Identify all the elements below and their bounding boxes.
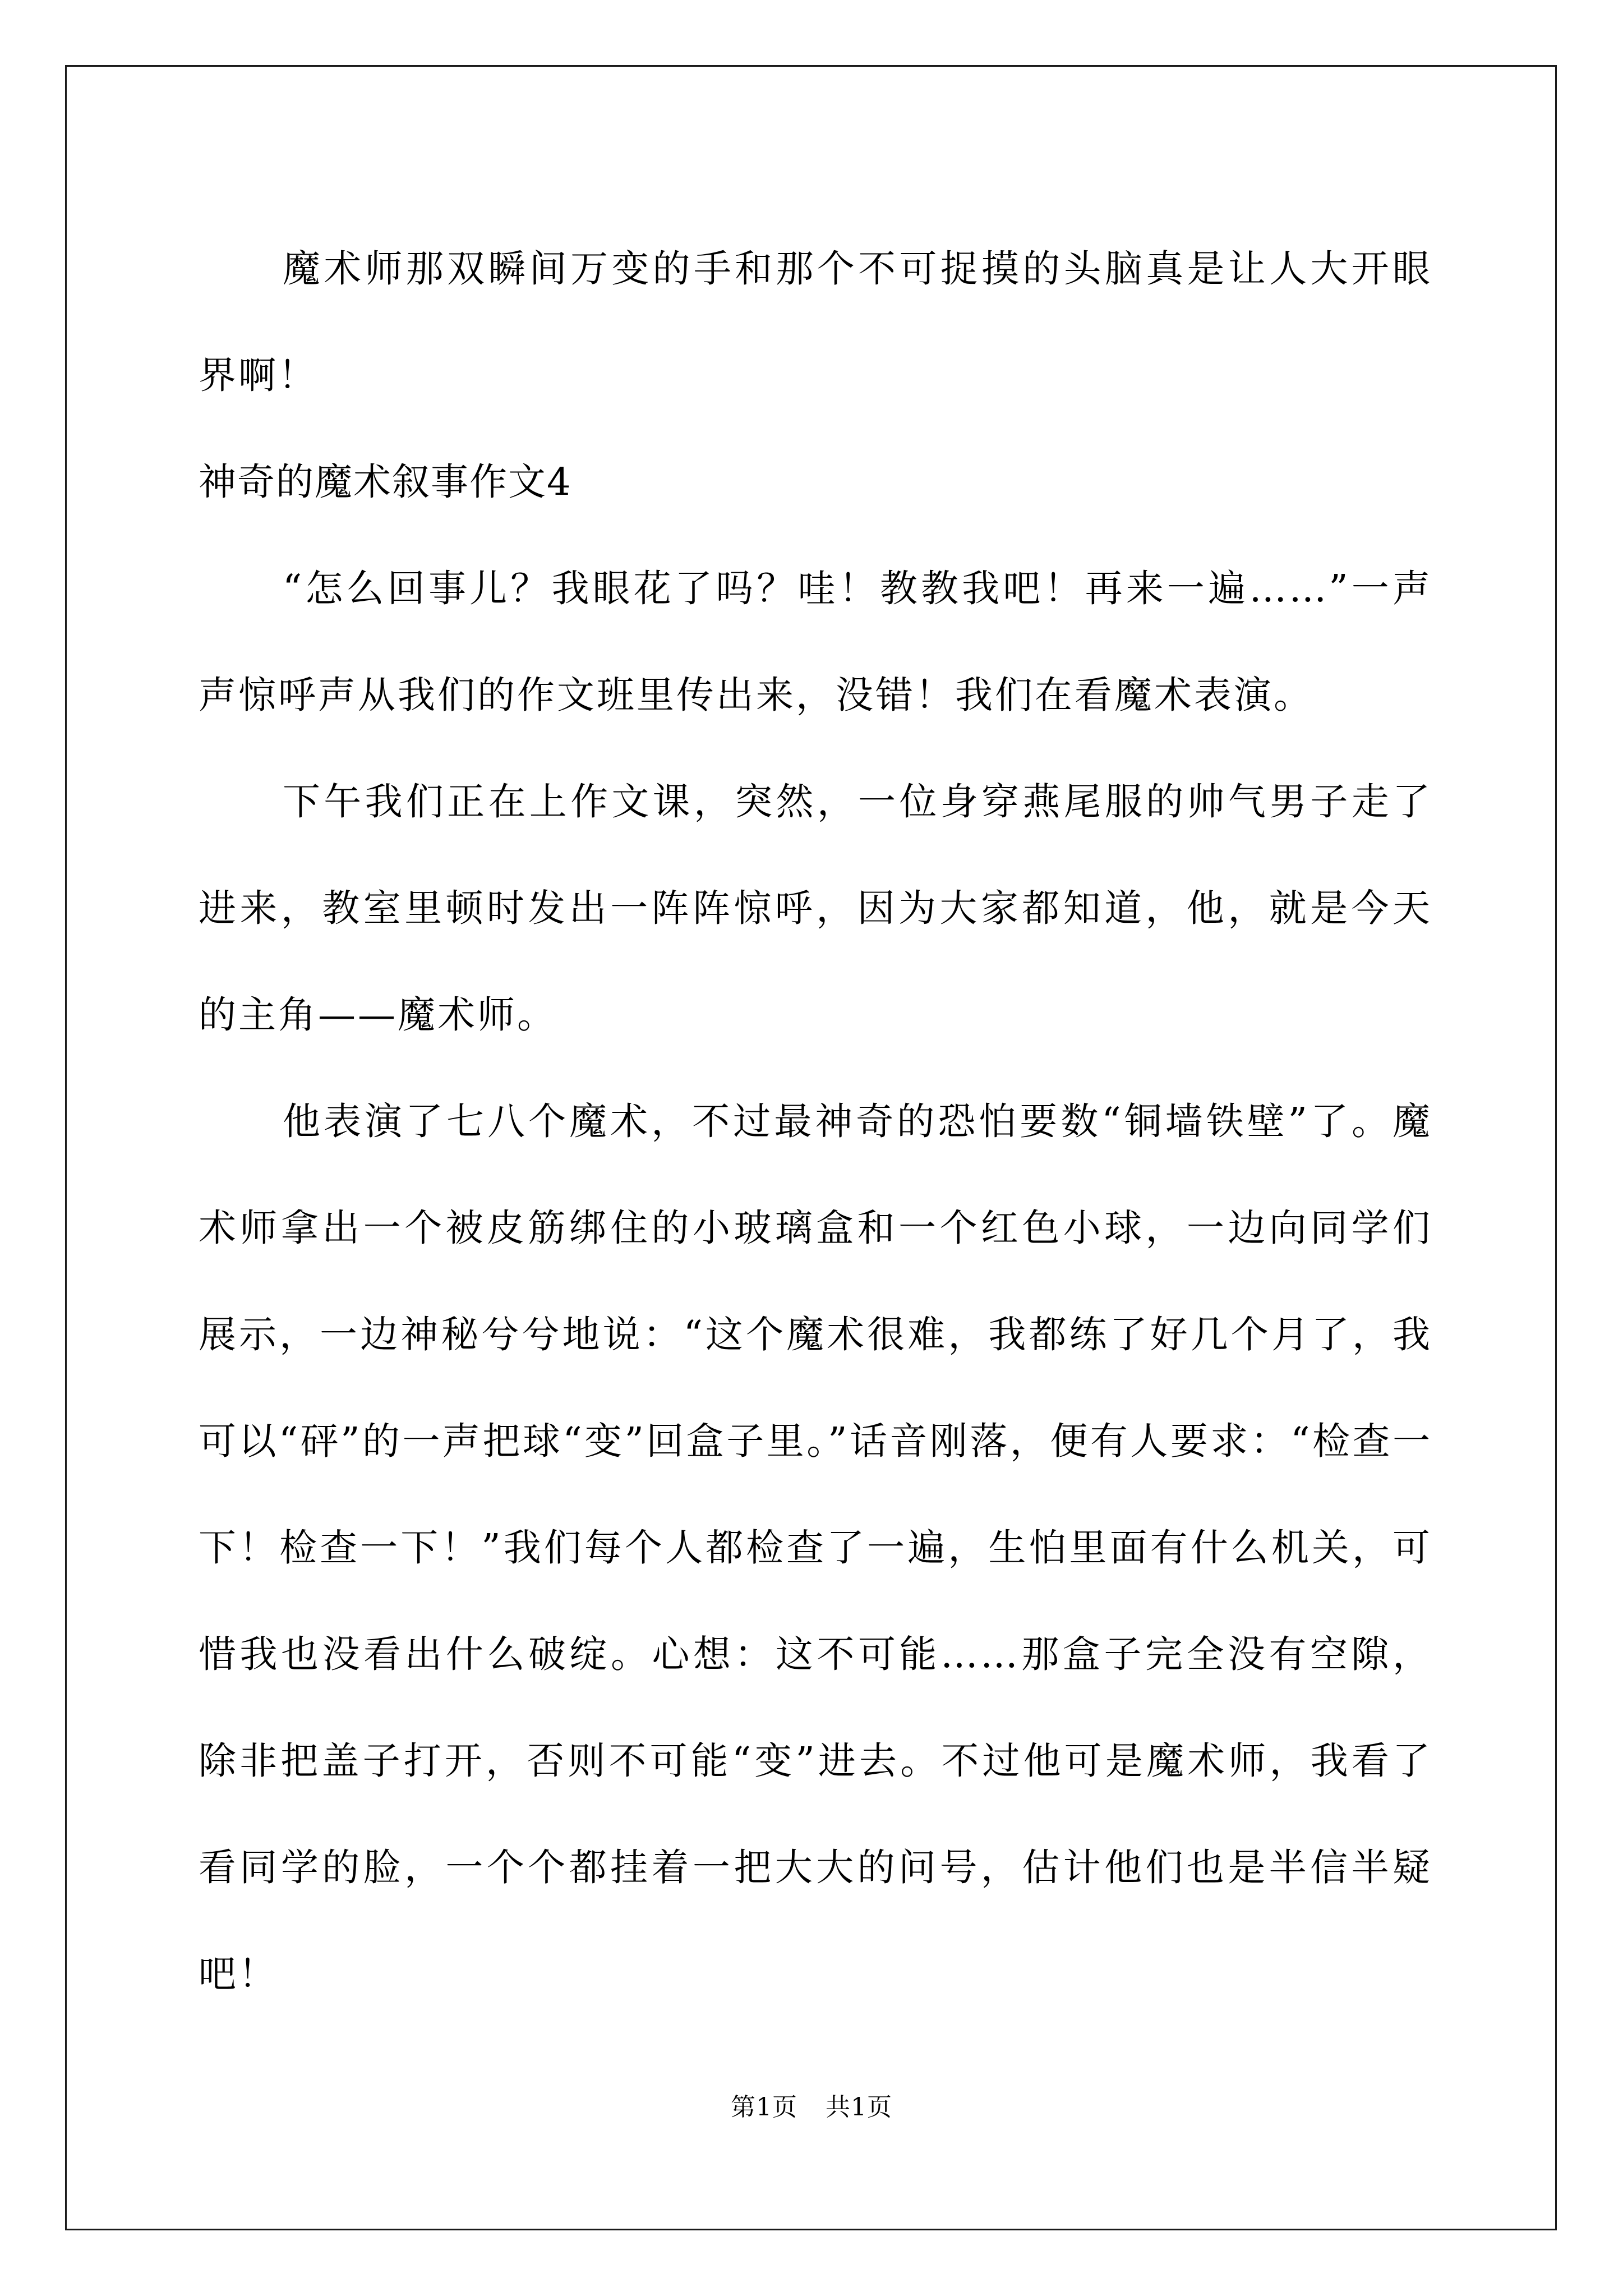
- paragraph-closing: 魔术师那双瞬间万变的手和那个不可捉摸的头脑真是让人大开眼界啊！: [199, 247, 1432, 397]
- document-body: [199, 215, 1432, 2027]
- paragraph-opening: “怎么回事儿？我眼花了吗？哇！教教我吧！再来一遍……”一声声惊呼声从我们的作文班里传出来，没错！我们在看魔术表演。: [199, 567, 1432, 717]
- paragraph-magician-arrives: 下午我们正在上作文课，突然，一位身穿燕尾服的帅气男子走了进来，教室里顿时发出一阵阵惊呼，因为大家都知道，他，就是今天的主角——魔术师。: [199, 780, 1432, 1037]
- page-number: 第1页: [731, 2093, 797, 2122]
- page-footer: [0, 2087, 1623, 2123]
- essay-title: 神奇的魔术叙事作文4: [199, 460, 572, 504]
- paragraph-trick: 他表演了七八个魔术，不过最神奇的恐怕要数“铜墙铁壁”了。魔术师拿出一个被皮筋绑住的小玻璃盒和一个红色小球，一边向同学们展示，一边神秘兮兮地说：“这个魔术很难，我都练了好几个月了，我可以“砰”的一声把球“变”回盒子里。”话音刚落，便有人要求：“检查一下！检查一下！”我们每个人都检查了一遍，生怕里面有什么机关，可惜我也没看出什么破绽。心想：这不可能……那盒子完全没有空隙，除非把盖子打开，否则不可能“变”进去。不过他可是魔术师，我看了看同学的脸，一个个都挂着一把大大的问号，估计他们也是半信半疑吧！: [199, 1099, 1432, 1996]
- page-total: 共1页: [826, 2093, 892, 2122]
